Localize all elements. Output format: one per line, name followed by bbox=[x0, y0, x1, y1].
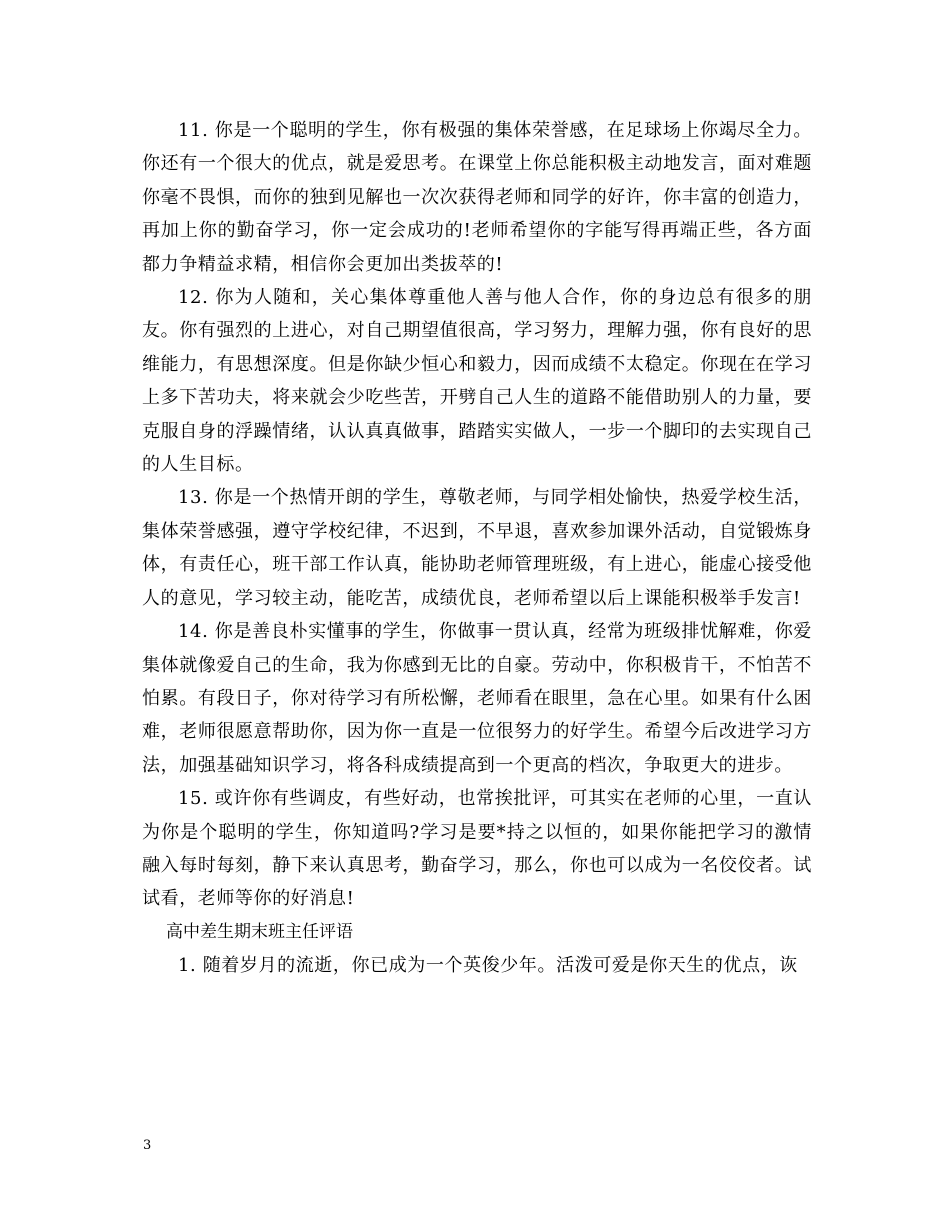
paragraph-new-section-1: 1. 随着岁月的流逝，你已成为一个英俊少年。活泼可爱是你天生的优点，诙 bbox=[178, 955, 798, 977]
document-body bbox=[142, 114, 812, 983]
paragraph-15: 15. 或许你有些调皮，有些好动，也常挨批评，可其实在老师的心里，一直认为你是个聪明的学生，你知道吗?学习是要*持之以恒的，如果你能把学习的激情融入每时每刻，静下来认真思考，勤奋学习，那么，你也可以成为一名佼佼者。试试看，老师等你的好消息! bbox=[142, 788, 812, 910]
paragraph-11: 11. 你是一个聪明的学生，你有极强的集体荣誉感，在足球场上你竭尽全力。你还有一个很大的优点，就是爱思考。在课堂上你总能积极主动地发言，面对难题你毫不畏惧，而你的独到见解也一次次获得老师和同学的好许，你丰富的创造力，再加上你的勤奋学习，你一定会成功的!老师希望你的字能写得再端正些，各方面都力争精益求精，相信你会更加出类拔萃的! bbox=[142, 120, 812, 275]
paragraph-13: 13. 你是一个热情开朗的学生，尊敬老师，与同学相处愉快，热爱学校生活，集体荣誉感强，遵守学校纪律，不迟到，不早退，喜欢参加课外活动，自觉锻炼身体，有责任心，班干部工作认真，能协助老师管理班级，有上进心，能虚心接受他人的意见，学习较主动，能吃苦，成绩优良，老师希望以后上课能积极举手发言! bbox=[142, 487, 812, 609]
page-number: 3 bbox=[143, 1138, 152, 1153]
paragraph-14: 14. 你是善良朴实懂事的学生，你做事一贯认真，经常为班级排忧解难，你爱集体就像爱自己的生命，我为你感到无比的自豪。劳动中，你积极肯干，不怕苦不怕累。有段日子，你对待学习有所松懈，老师看在眼里，急在心里。如果有什么困难，老师很愿意帮助你，因为你一直是一位很努力的好学生。希望今后改进学习方法，加强基础知识学习，将各科成绩提高到一个更高的档次，争取更大的进步。 bbox=[142, 621, 812, 776]
paragraph-12: 12. 你为人随和，关心集体尊重他人善与他人合作，你的身边总有很多的朋友。你有强烈的上进心，对自己期望值很高，学习努力，理解力强，你有良好的思维能力，有思想深度。但是你缺少恒心和毅力，因而成绩不太稳定。你现在在学习上多下苦功夫，将来就会少吃些苦，开劈自己人生的道路不能借助别人的力量，要克服自身的浮躁情绪，认认真真做事，踏踏实实做人，一步一个脚印的去实现自己的人生目标。 bbox=[142, 287, 812, 476]
section-heading: 高中差生期末班主任评语 bbox=[166, 921, 353, 942]
